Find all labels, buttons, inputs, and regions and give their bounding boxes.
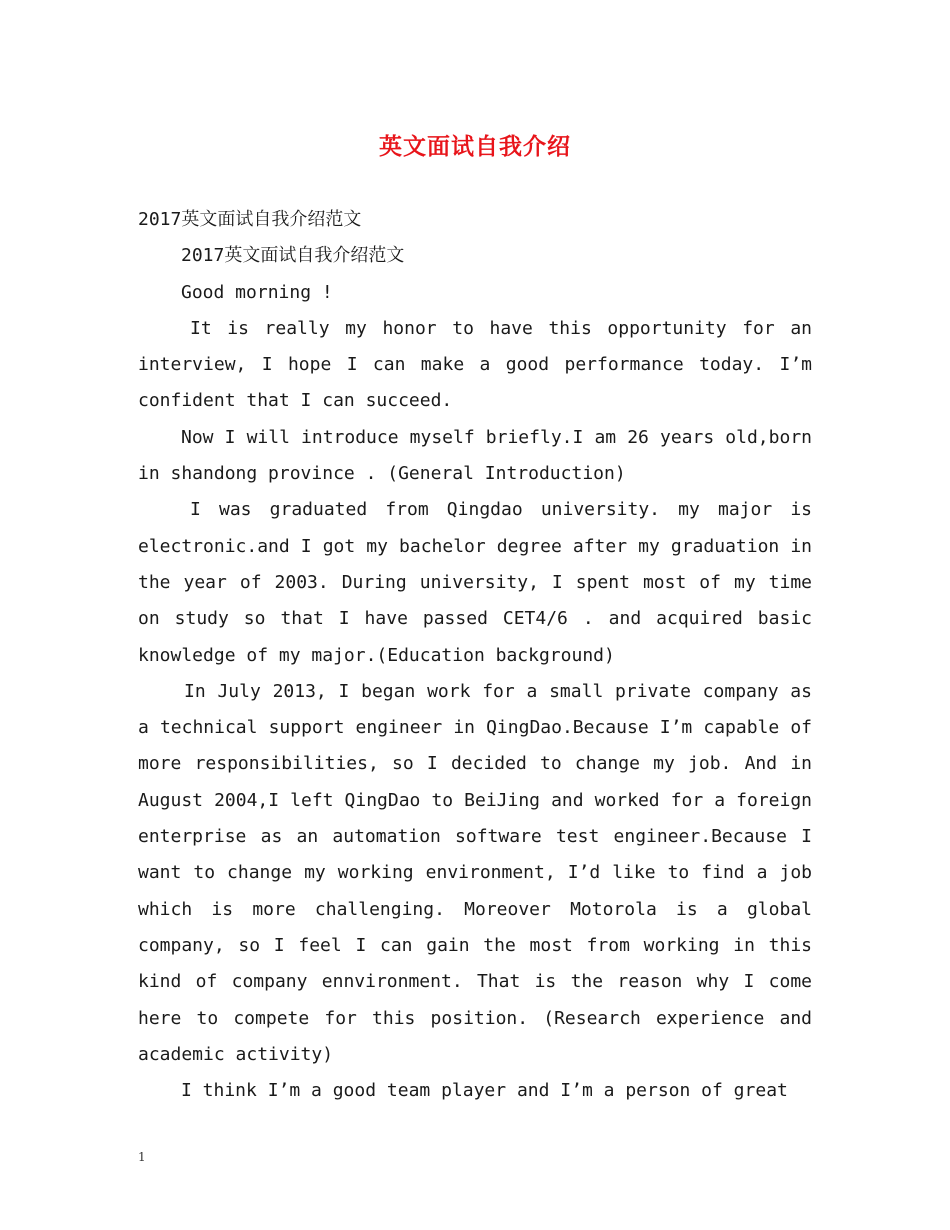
team-player-paragraph: I think I’m a good team player and I’m a person of great xyxy=(181,1080,788,1102)
general-introduction-paragraph: Now I will introduce myself briefly.I am 26 years old,born in shandong province . (General Introduction) xyxy=(138,426,812,485)
education-paragraph: I was graduated from Qingdao university. my major is electronic.and I got my bachelor degree after my graduation in the year of 2003. During university, I spent most of my time on study so that I have passed CET4/6 . and acquired basic knowledge of my major.(Education background) xyxy=(138,499,812,666)
subtitle-line: 2017英文面试自我介绍范文 xyxy=(138,209,362,230)
intro-paragraph: It is really my honor to have this opportunity for an interview, I hope I can make a good performance today. I’m confident that I can succeed. xyxy=(138,317,812,412)
page-number: 1 xyxy=(138,1150,146,1164)
document-body xyxy=(138,202,812,1109)
experience-paragraph: In July 2013, I began work for a small private company as a technical support engineer in QingDao.Because I’m capable of more responsibilities, so I decided to change my job. And in August 2004,I left QingDao to BeiJing and worked for a foreign enterprise as an automation software test engineer.Because I want to change my working environment, I’d like to find a job which is more challenging. Moreover Motorola is a global company, so I feel I can gain the most from working in this kind of company ennvironment. That is the reason why I come here to compete for this position. (Research experience and academic activity) xyxy=(138,680,812,1065)
greeting-paragraph: Good morning ! xyxy=(181,281,333,303)
subtitle-line-indented: 2017英文面试自我介绍范文 xyxy=(181,245,405,267)
document-title: 英文面试自我介绍 xyxy=(379,133,571,160)
